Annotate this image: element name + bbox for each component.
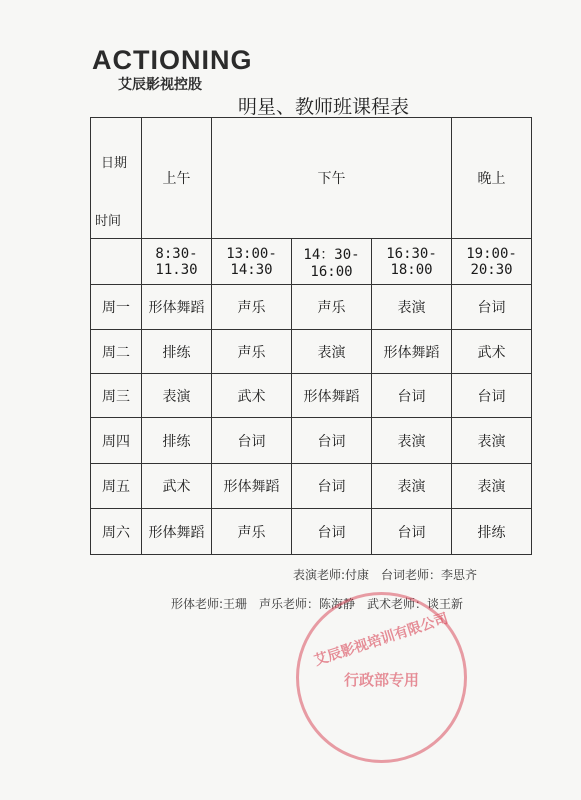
document-title: 明星、教师班课程表 (238, 96, 410, 118)
teacher-note-line-1: 表演老师:付康 台词老师：李思齐 (293, 568, 478, 582)
course-cell: 表演 (452, 418, 532, 464)
course-cell: 形体舞蹈 (292, 374, 372, 418)
seal-department: 行政部专用 (343, 671, 419, 689)
course-cell: 台词 (292, 418, 372, 464)
course-cell: 表演 (372, 285, 452, 330)
period-morning: 上午 (142, 118, 212, 239)
course-cell: 武术 (452, 330, 532, 374)
course-cell: 排练 (142, 330, 212, 374)
table-row (91, 509, 532, 555)
course-cell: 表演 (452, 464, 532, 509)
table-row (91, 374, 532, 418)
day-label: 周三 (91, 374, 142, 418)
course-cell: 表演 (372, 418, 452, 464)
time-slot: 14：30-16:00 (292, 239, 372, 285)
course-cell: 排练 (142, 418, 212, 464)
corner-cell (91, 118, 142, 239)
day-label: 周六 (91, 509, 142, 555)
time-row-blank (91, 239, 142, 285)
logo-wordmark: ACTIONING (92, 45, 253, 75)
course-cell: 声乐 (212, 330, 292, 374)
corner-date-label: 日期 (101, 156, 128, 171)
day-label: 周五 (91, 464, 142, 509)
company-seal (296, 592, 467, 763)
course-cell: 台词 (292, 464, 372, 509)
time-slot: 19:00-20:30 (452, 239, 532, 285)
table-row (91, 418, 532, 464)
day-label: 周四 (91, 418, 142, 464)
course-cell: 形体舞蹈 (372, 330, 452, 374)
table-row (91, 464, 532, 509)
time-slot: 8:30-11.30 (142, 239, 212, 285)
teacher-note-line-2: 形体老师:王珊 声乐老师：陈海静 武术老师：谈王新 (171, 597, 464, 611)
course-cell: 台词 (452, 285, 532, 330)
period-header-row (91, 118, 532, 239)
day-label: 周二 (91, 330, 142, 374)
period-afternoon: 下午 (212, 118, 452, 239)
table-row (91, 330, 532, 374)
table-row (91, 285, 532, 330)
logo-subtitle: 艾辰影视控股 (118, 77, 202, 93)
schedule-table (90, 117, 532, 555)
period-evening: 晚上 (452, 118, 532, 239)
corner-time-label: 时间 (95, 214, 122, 229)
course-cell: 形体舞蹈 (212, 464, 292, 509)
seal-company-name: 艾辰影视培训有限公司 (312, 610, 451, 670)
course-cell: 台词 (452, 374, 532, 418)
company-logo (92, 46, 252, 94)
course-cell: 表演 (372, 464, 452, 509)
course-cell: 形体舞蹈 (142, 509, 212, 555)
course-cell: 武术 (142, 464, 212, 509)
course-cell: 武术 (212, 374, 292, 418)
course-cell: 台词 (372, 374, 452, 418)
course-cell: 形体舞蹈 (142, 285, 212, 330)
course-cell: 表演 (292, 330, 372, 374)
course-cell: 台词 (292, 509, 372, 555)
time-slot: 16:30-18:00 (372, 239, 452, 285)
course-cell: 台词 (372, 509, 452, 555)
course-cell: 表演 (142, 374, 212, 418)
time-slot: 13:00-14:30 (212, 239, 292, 285)
course-cell: 声乐 (212, 285, 292, 330)
course-cell: 声乐 (292, 285, 372, 330)
course-cell: 台词 (212, 418, 292, 464)
course-cell: 声乐 (212, 509, 292, 555)
course-cell: 排练 (452, 509, 532, 555)
day-label: 周一 (91, 285, 142, 330)
time-row (91, 239, 532, 285)
